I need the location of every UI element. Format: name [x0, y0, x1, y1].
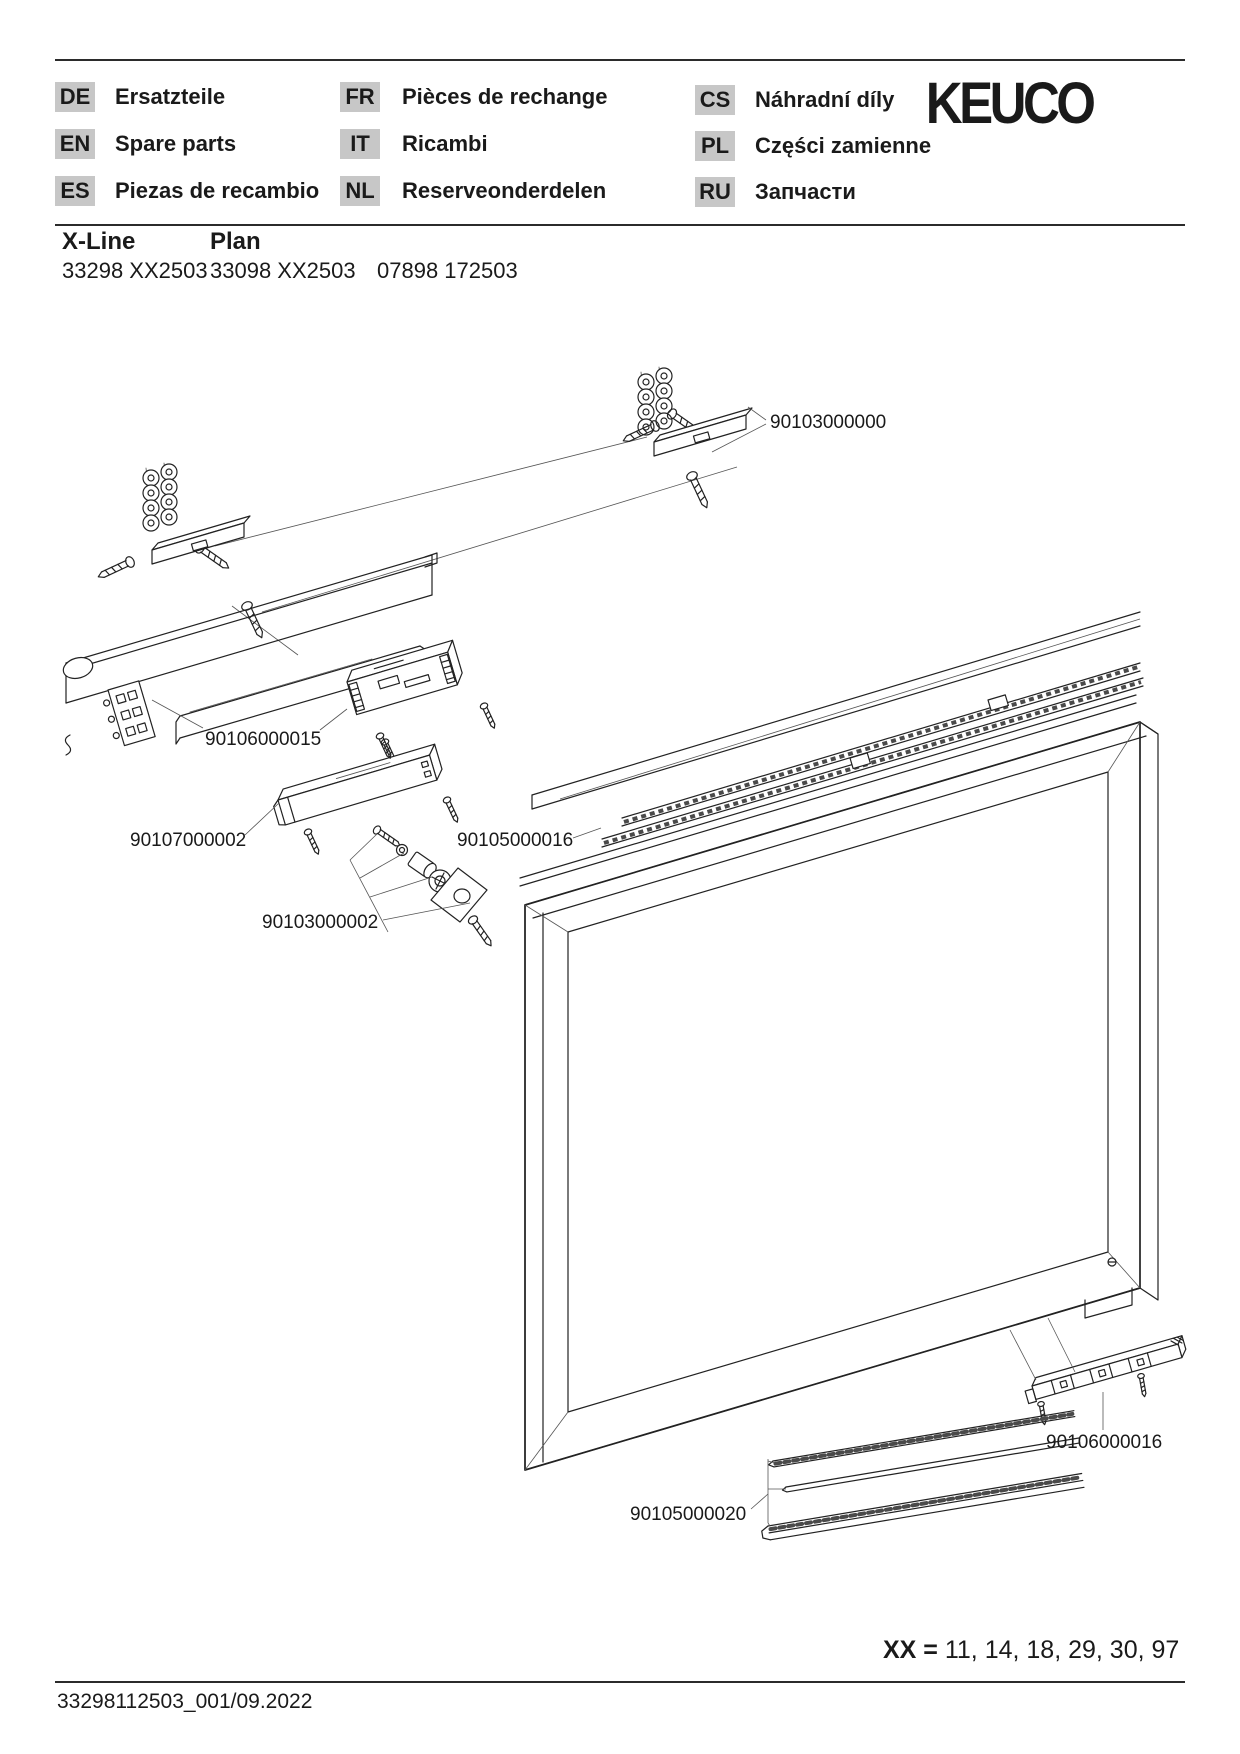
- language-label-cs: Náhradní díly: [755, 87, 895, 112]
- language-label-nl: Reserveonderdelen: [402, 178, 607, 203]
- wall-bracket-assembly-left: [96, 463, 267, 640]
- footer-rule: [55, 1681, 1185, 1683]
- model-number-2: 33098 XX2503: [210, 258, 356, 283]
- part-label-90107000002: 90107000002: [130, 830, 247, 851]
- model-number-1: 33298 XX2503: [62, 258, 208, 283]
- part-label-90106000015: 90106000015: [205, 729, 322, 750]
- series-name-xline: X-Line: [62, 228, 136, 255]
- mirror-cabinet: [520, 695, 1158, 1470]
- language-label-de: Ersatzteile: [115, 84, 226, 109]
- language-label-fr: Pièces de rechange: [402, 84, 608, 109]
- keuco-logo: KEUCO: [925, 71, 1092, 136]
- part-label-90103000000: 90103000000: [770, 412, 887, 433]
- language-label-es: Piezas de recambio: [115, 178, 320, 203]
- controller-box: [344, 640, 465, 714]
- part-label-90105000016: 90105000016: [457, 830, 574, 851]
- variant-prefix: XX =: [883, 1636, 938, 1664]
- series-name-plan: Plan: [210, 228, 261, 255]
- language-label-it: Ricambi: [402, 131, 488, 156]
- bottom-light-rail: [1022, 1336, 1188, 1426]
- led-transformer-box: [270, 732, 461, 856]
- language-badge-it: IT: [340, 129, 380, 159]
- language-badge-pl: PL: [695, 131, 735, 161]
- language-label-pl: Części zamienne: [755, 133, 932, 158]
- part-label-90103000002: 90103000002: [262, 912, 379, 933]
- language-badge-nl: NL: [340, 176, 380, 206]
- variant-values: 11, 14, 18, 29, 30, 97: [944, 1636, 1180, 1664]
- bottom-cover-strips: [761, 1411, 1084, 1541]
- language-badge-cs: CS: [695, 85, 735, 115]
- alignment-lines: [215, 437, 737, 655]
- document-number: 33298112503_001/09.2022: [57, 1690, 313, 1713]
- language-badge-de: DE: [55, 82, 95, 112]
- part-label-90106000016: 90106000016: [1046, 1432, 1163, 1453]
- language-badge-ru: RU: [695, 177, 735, 207]
- model-number-3: 07898 172503: [377, 258, 518, 283]
- part-label-90105000020: 90105000020: [630, 1504, 747, 1525]
- language-badge-fr: FR: [340, 82, 380, 112]
- language-label-en: Spare parts: [115, 131, 237, 156]
- variant-codes-line: [883, 1636, 1179, 1665]
- language-label-ru: Запчасти: [755, 179, 856, 204]
- language-badge-en: EN: [55, 129, 95, 159]
- language-badge-es: ES: [55, 176, 95, 206]
